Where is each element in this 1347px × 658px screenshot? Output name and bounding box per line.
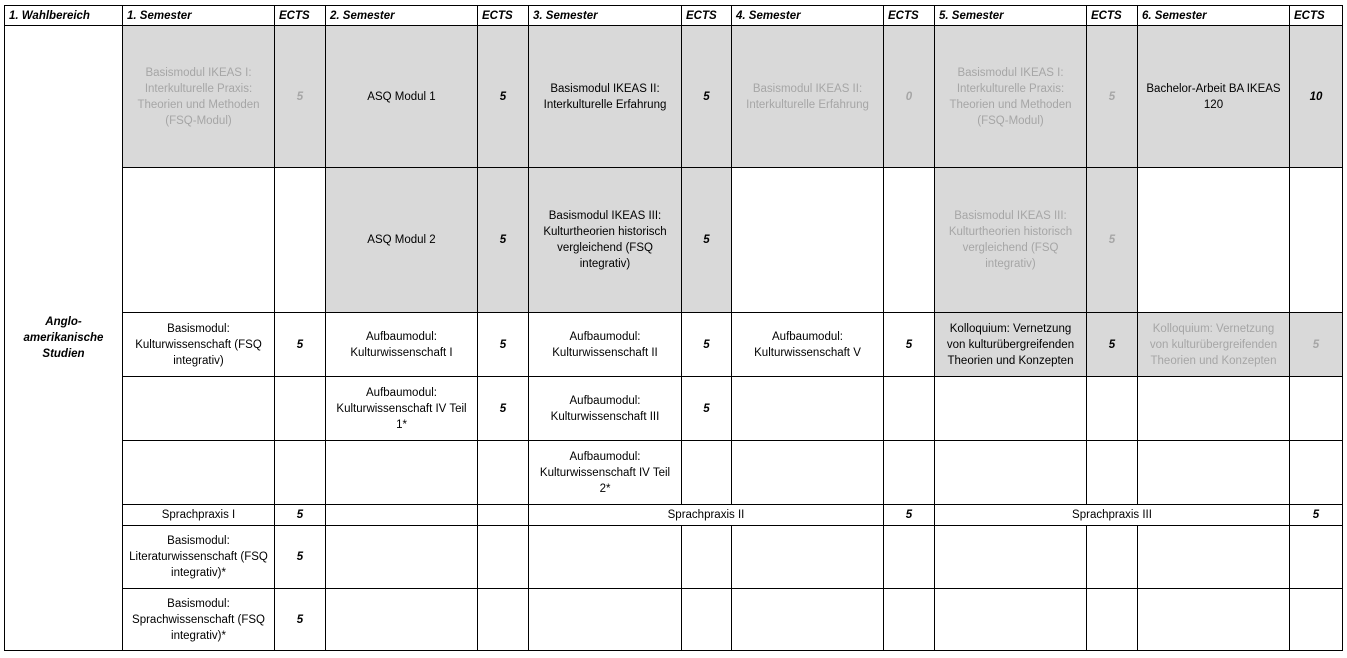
module-cell: Aufbaumodul: Kulturwissenschaft IV Teil 1* — [326, 377, 478, 441]
ects-cell: 5 — [1087, 26, 1138, 168]
empty-cell — [529, 526, 682, 589]
module-cell: Aufbaumodul: Kulturwissenschaft I — [326, 313, 478, 377]
ects-cell: 0 — [884, 26, 935, 168]
empty-cell — [682, 589, 732, 651]
ects-cell: 5 — [1290, 505, 1343, 526]
empty-cell — [1138, 589, 1290, 651]
empty-cell — [1290, 168, 1343, 313]
empty-cell — [935, 526, 1087, 589]
ects-cell: 5 — [275, 526, 326, 589]
empty-cell — [1290, 441, 1343, 505]
empty-cell — [732, 526, 884, 589]
header-semester-1: 1. Semester — [123, 6, 275, 26]
table-row — [5, 313, 1343, 377]
table-row — [5, 589, 1343, 651]
empty-cell — [884, 526, 935, 589]
module-cell: Bachelor-Arbeit BA IKEAS 120 — [1138, 26, 1290, 168]
module-cell: Basismodul: Kulturwissenschaft (FSQ integrativ) — [123, 313, 275, 377]
empty-cell — [1087, 441, 1138, 505]
empty-cell — [682, 441, 732, 505]
empty-cell — [682, 526, 732, 589]
empty-cell — [123, 441, 275, 505]
empty-cell — [326, 441, 478, 505]
module-cell: ASQ Modul 2 — [326, 168, 478, 313]
module-cell: Aufbaumodul: Kulturwissenschaft V — [732, 313, 884, 377]
empty-cell — [478, 505, 529, 526]
empty-cell — [1290, 377, 1343, 441]
module-cell: Basismodul: Literaturwissenschaft (FSQ integrativ)* — [123, 526, 275, 589]
header-ects-1: ECTS — [275, 6, 326, 26]
empty-cell — [275, 377, 326, 441]
ects-cell: 5 — [478, 313, 529, 377]
module-cell: Kolloquium: Vernetzung von kulturübergreifenden Theorien und Konzepten — [1138, 313, 1290, 377]
empty-cell — [123, 377, 275, 441]
ects-cell: 5 — [275, 26, 326, 168]
empty-cell — [478, 526, 529, 589]
module-cell: Kolloquium: Vernetzung von kulturübergreifenden Theorien und Konzepten — [935, 313, 1087, 377]
empty-cell — [732, 377, 884, 441]
empty-cell — [529, 589, 682, 651]
table-row — [5, 26, 1343, 168]
header-semester-2: 2. Semester — [326, 6, 478, 26]
empty-cell — [884, 377, 935, 441]
header-ects-5: ECTS — [1087, 6, 1138, 26]
empty-cell — [1290, 589, 1343, 651]
ects-cell: 5 — [1087, 168, 1138, 313]
table-row — [5, 526, 1343, 589]
empty-cell — [478, 441, 529, 505]
empty-cell — [1138, 168, 1290, 313]
empty-cell — [326, 589, 478, 651]
empty-cell — [275, 441, 326, 505]
empty-cell — [123, 168, 275, 313]
empty-cell — [935, 441, 1087, 505]
ects-cell: 5 — [478, 168, 529, 313]
table-row — [5, 505, 1343, 526]
header-semester-5: 5. Semester — [935, 6, 1087, 26]
ects-cell: 5 — [275, 313, 326, 377]
module-cell: Basismodul IKEAS III: Kulturtheorien historisch vergleichend (FSQ integrativ) — [529, 168, 682, 313]
ects-cell: 5 — [478, 377, 529, 441]
header-ects-6: ECTS — [1290, 6, 1343, 26]
module-cell: Basismodul IKEAS I: Interkulturelle Praxis: Theorien und Methoden (FSQ-Modul) — [123, 26, 275, 168]
ects-cell: 5 — [1087, 313, 1138, 377]
empty-cell — [732, 441, 884, 505]
header-ects-2: ECTS — [478, 6, 529, 26]
module-cell: Sprachpraxis II — [529, 505, 884, 526]
ects-cell: 5 — [682, 26, 732, 168]
empty-cell — [1138, 441, 1290, 505]
header-ects-4: ECTS — [884, 6, 935, 26]
module-cell: Basismodul IKEAS II: Interkulturelle Erfahrung — [529, 26, 682, 168]
header-semester-3: 3. Semester — [529, 6, 682, 26]
module-cell: Aufbaumodul: Kulturwissenschaft IV Teil 2* — [529, 441, 682, 505]
empty-cell — [884, 589, 935, 651]
empty-cell — [732, 589, 884, 651]
empty-cell — [1087, 526, 1138, 589]
module-cell: Sprachpraxis III — [935, 505, 1290, 526]
header-semester-4: 4. Semester — [732, 6, 884, 26]
header-semester-6: 6. Semester — [1138, 6, 1290, 26]
ects-cell: 5 — [1290, 313, 1343, 377]
ects-cell: 5 — [275, 505, 326, 526]
ects-cell: 10 — [1290, 26, 1343, 168]
module-cell: ASQ Modul 1 — [326, 26, 478, 168]
empty-cell — [1087, 589, 1138, 651]
module-cell: Basismodul: Sprachwissenschaft (FSQ integrativ)* — [123, 589, 275, 651]
area-cell: Anglo-amerikanische Studien — [5, 26, 123, 651]
header-ects-3: ECTS — [682, 6, 732, 26]
ects-cell: 5 — [682, 168, 732, 313]
ects-cell: 5 — [884, 313, 935, 377]
ects-cell: 5 — [884, 505, 935, 526]
empty-cell — [1290, 526, 1343, 589]
empty-cell — [326, 526, 478, 589]
empty-cell — [1138, 377, 1290, 441]
empty-cell — [884, 168, 935, 313]
empty-cell — [935, 377, 1087, 441]
module-cell: Basismodul IKEAS III: Kulturtheorien historisch vergleichend (FSQ integrativ) — [935, 168, 1087, 313]
module-cell: Aufbaumodul: Kulturwissenschaft III — [529, 377, 682, 441]
ects-cell: 5 — [682, 313, 732, 377]
module-cell: Sprachpraxis I — [123, 505, 275, 526]
empty-cell — [1087, 377, 1138, 441]
table-row — [5, 168, 1343, 313]
table-row — [5, 441, 1343, 505]
module-cell: Aufbaumodul: Kulturwissenschaft II — [529, 313, 682, 377]
table-row — [5, 377, 1343, 441]
ects-cell: 5 — [478, 26, 529, 168]
ects-cell: 5 — [275, 589, 326, 651]
module-cell: Basismodul IKEAS II: Interkulturelle Erfahrung — [732, 26, 884, 168]
empty-cell — [478, 589, 529, 651]
module-cell: Basismodul IKEAS I: Interkulturelle Praxis: Theorien und Methoden (FSQ-Modul) — [935, 26, 1087, 168]
ects-cell: 5 — [682, 377, 732, 441]
empty-cell — [935, 589, 1087, 651]
header-row — [5, 6, 1343, 26]
study-plan-table — [4, 5, 1343, 651]
empty-cell — [884, 441, 935, 505]
empty-cell — [275, 168, 326, 313]
empty-cell — [326, 505, 478, 526]
header-area: 1. Wahlbereich — [5, 6, 123, 26]
empty-cell — [1138, 526, 1290, 589]
empty-cell — [732, 168, 884, 313]
